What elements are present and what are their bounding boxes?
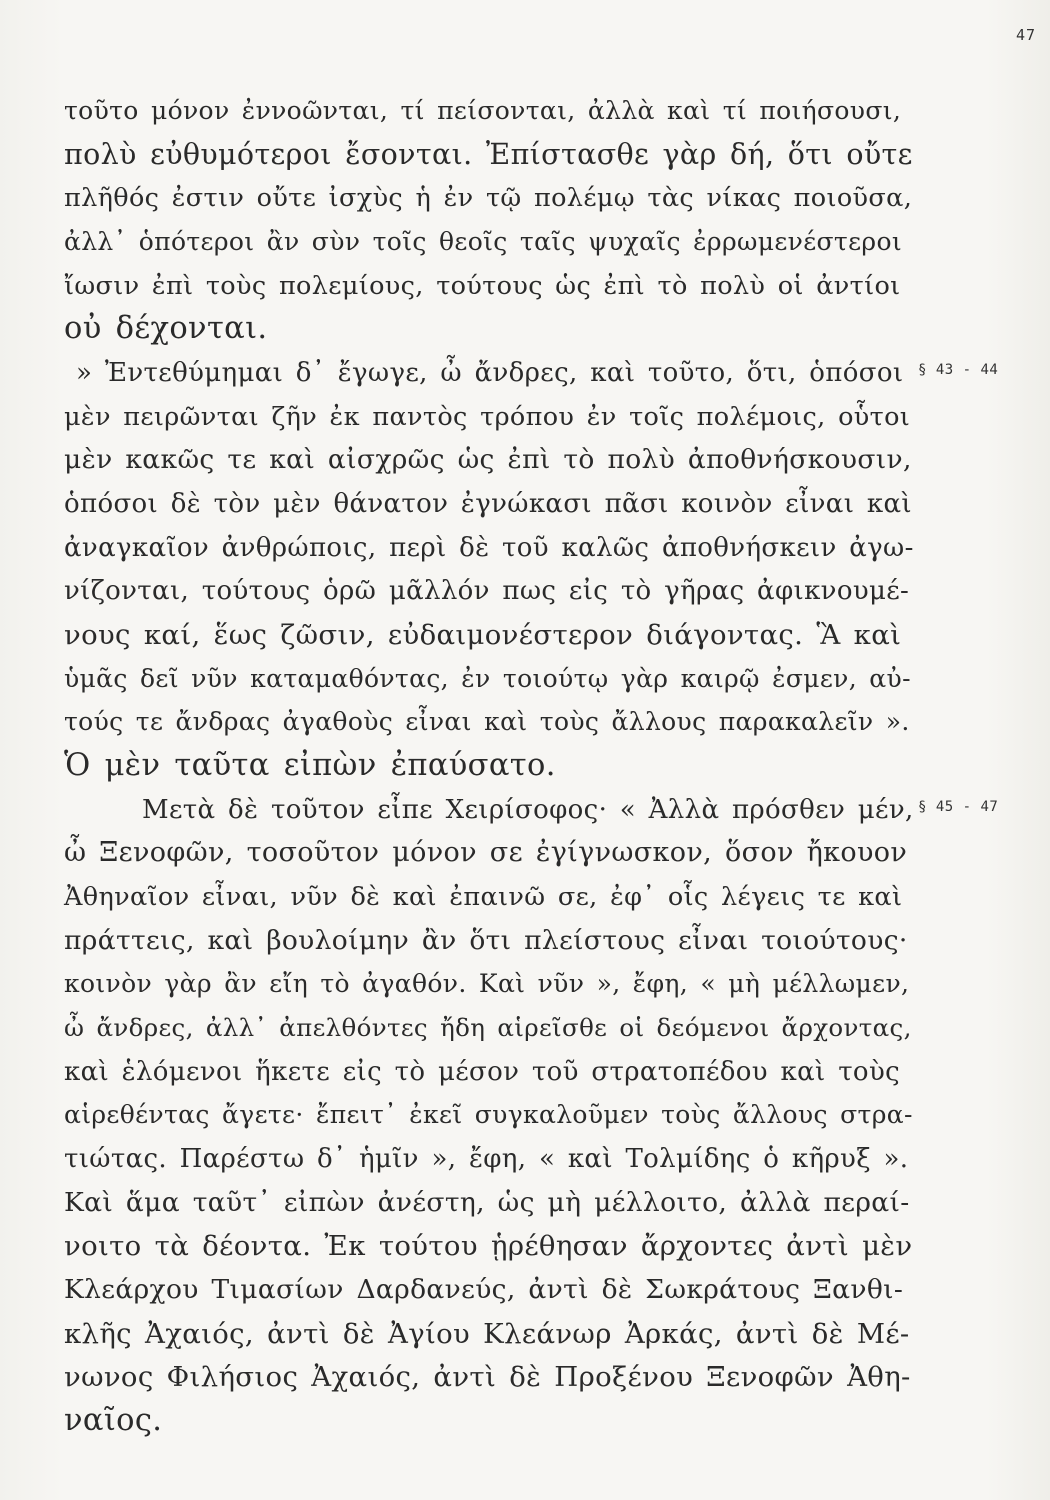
- text-line: τούς τε ἄνδρας ἀγαθοὺς εἶναι καὶ τοὺς ἄλλους παρακαλεῖν ».: [64, 707, 910, 736]
- text-line: ἀλλ᾽ ὁπότεροι ἂν σὺν τοῖς θεοῖς ταῖς ψυχαῖς ἐρρωμενέστεροι: [64, 227, 902, 256]
- text-line: Ἀθηναῖον εἶναι, νῦν δὲ καὶ ἐπαινῶ σε, ἐφ᾽ οἷς λέγεις τε καὶ: [64, 882, 903, 912]
- text-line: πολὺ εὐθυμότεροι ἔσονται. Ἐπίστασθε γὰρ δή, ὅτι οὔτε: [64, 138, 913, 171]
- text-line: ὦ Ξενοφῶν, τοσοῦτον μόνον σε ἐγίγνωσκον, ὅσον ἤκουον: [64, 837, 908, 868]
- text-line: ναῖος.: [64, 1403, 163, 1438]
- text-line: πλῆθός ἐστιν οὔτε ἰσχὺς ἡ ἐν τῷ πολέμῳ τὰς νίκας ποιοῦσα,: [64, 183, 913, 213]
- page-number: 47: [1016, 26, 1037, 44]
- text-line: νίζονται, τούτους ὁρῶ μᾶλλόν πως εἰς τὸ γῆρας ἀφικνουμέ-: [64, 576, 910, 606]
- text-line: Μετὰ δὲ τοῦτον εἶπε Χειρίσοφος· « Ἀλλὰ πρόσθεν μέν,: [142, 795, 914, 825]
- text-line: νοιτο τὰ δέοντα. Ἐκ τούτου ᾑρέθησαν ἄρχοντες ἀντὶ μὲν: [64, 1230, 913, 1262]
- text-line: νους καί, ἕως ζῶσιν, εὐδαιμονέστερον διάγοντας. Ἃ καὶ: [64, 619, 902, 651]
- text-line: οὐ δέχονται.: [64, 311, 268, 346]
- text-line: τοῦτο μόνον ἐννοῶνται, τί πείσονται, ἀλλὰ καὶ τί ποιήσουσι,: [64, 96, 902, 125]
- text-line: ὁπόσοι δὲ τὸν μὲν θάνατον ἐγνώκασι πᾶσι κοινὸν εἶναι καὶ: [64, 489, 912, 519]
- text-line: ὦ ἄνδρες, ἀλλ᾽ ἀπελθόντες ἤδη αἱρεῖσθε οἱ δεόμενοι ἄρχοντας,: [64, 1013, 912, 1042]
- text-line: νωνος Φιλήσιος Ἀχαιός, ἀντὶ δὲ Προξένου Ξενοφῶν Ἀθη-: [64, 1361, 911, 1393]
- text-line: πράττεις, καὶ βουλοίμην ἂν ὅτι πλείστους εἶναι τοιούτους·: [64, 925, 908, 956]
- text-line: ἴωσιν ἐπὶ τοὺς πολεμίους, τούτους ὡς ἐπὶ τὸ πολὺ οἱ ἀντίοι: [64, 271, 901, 301]
- text-line: ἀναγκαῖον ἀνθρώποις, περὶ δὲ τοῦ καλῶς ἀποθνήσκειν ἀγω-: [64, 533, 914, 563]
- section-reference-43-44: § 43 - 44: [918, 362, 999, 378]
- text-line: τιώτας. Παρέστω δ᾽ ἡμῖν », ἔφη, « καὶ Τολμίδης ὁ κῆρυξ ».: [64, 1144, 909, 1174]
- text-line: » Ἐντεθύμημαι δ᾽ ἔγωγε, ὦ ἄνδρες, καὶ τοῦτο, ὅτι, ὁπόσοι: [76, 358, 904, 388]
- text-line: κλῆς Ἀχαιός, ἀντὶ δὲ Ἀγίου Κλεάνωρ Ἀρκάς, ἀντὶ δὲ Μέ-: [64, 1318, 910, 1350]
- text-line: μὲν πειρῶνται ζῆν ἐκ παντὸς τρόπου ἐν τοῖς πολέμοις, οὗτοι: [64, 402, 911, 432]
- text-line: μὲν κακῶς τε καὶ αἰσχρῶς ὡς ἐπὶ τὸ πολὺ ἀποθνήσκουσιν,: [64, 444, 912, 475]
- text-line: Κλεάρχου Τιμασίων Δαρδανεύς, ἀντὶ δὲ Σωκράτους Ξανθι-: [64, 1274, 904, 1305]
- text-line: ὑμᾶς δεῖ νῦν καταμαθόντας, ἐν τοιούτῳ γὰρ καιρῷ ἐσμεν, αὐ-: [64, 664, 911, 693]
- text-line: αἱρεθέντας ἄγετε· ἔπειτ᾽ ἐκεῖ συγκαλοῦμεν τοὺς ἄλλους στρα-: [64, 1100, 913, 1129]
- section-reference-45-47: § 45 - 47: [918, 799, 999, 815]
- text-line: Ὁ μὲν ταῦτα εἰπὼν ἐπαύσατο.: [64, 748, 556, 783]
- text-line: κοινὸν γὰρ ἂν εἴη τὸ ἀγαθόν. Καὶ νῦν », ἔφη, « μὴ μέλλωμεν,: [64, 969, 910, 998]
- text-line: καὶ ἑλόμενοι ἥκετε εἰς τὸ μέσον τοῦ στρατοπέδου καὶ τοὺς: [64, 1057, 901, 1087]
- text-line: Καὶ ἅμα ταῦτ᾽ εἰπὼν ἀνέστη, ὡς μὴ μέλλοιτο, ἀλλὰ περαί-: [64, 1187, 910, 1218]
